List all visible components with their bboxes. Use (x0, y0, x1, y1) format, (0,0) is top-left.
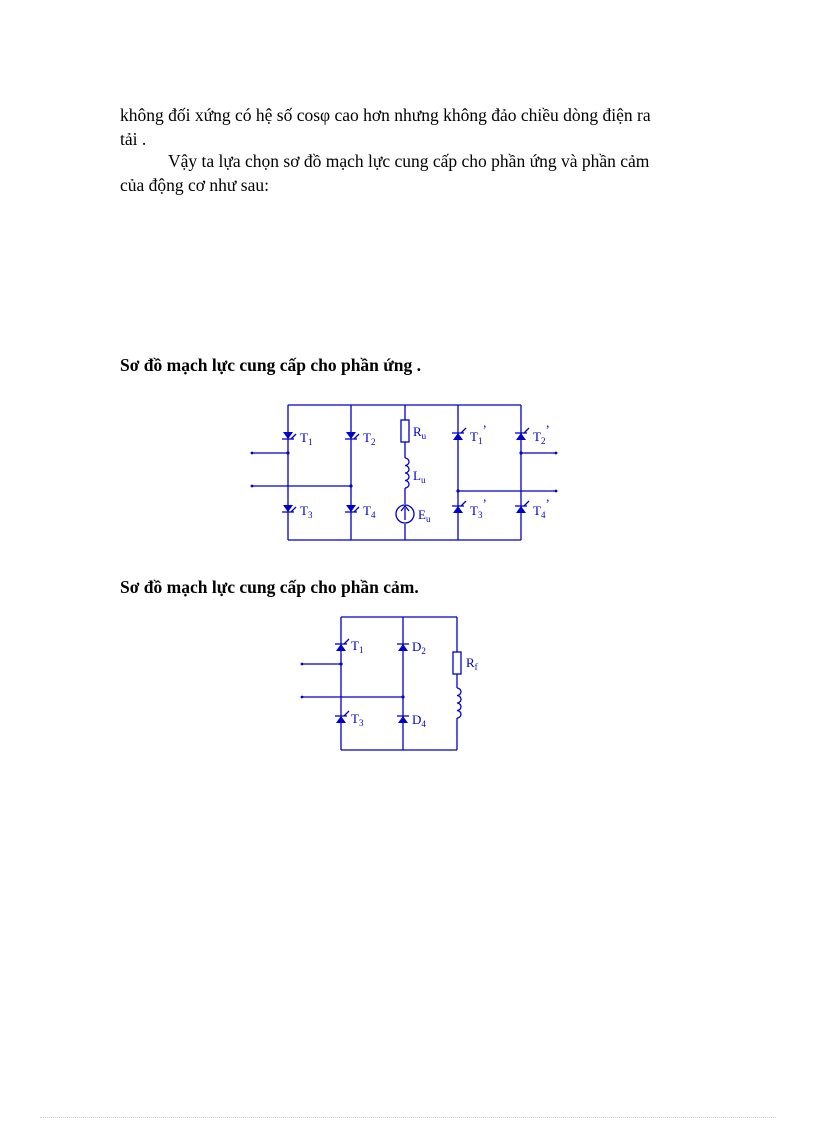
label-t1-prime: $T_1$’ (470, 422, 487, 446)
label-t3: $T_3$ (351, 711, 364, 728)
paragraph-choice (120, 149, 720, 197)
label-t4: $T_4$ (363, 503, 376, 520)
label-rf: $R_f$ (466, 655, 478, 672)
thyristor-t3 (282, 505, 296, 512)
label-t2: $T_2$ (363, 430, 376, 447)
thyristor-t3-prime (452, 501, 466, 513)
thyristor-t1 (282, 432, 296, 439)
label-t3-prime: $T_3$’ (470, 496, 487, 520)
label-t4-prime: $T_4$’ (533, 496, 550, 520)
resistor-rf (453, 652, 461, 674)
armature-circuit-diagram (250, 400, 570, 550)
field-winding-inductor (457, 688, 461, 718)
armature-circuit-heading: Sơ đồ mạch lực cung cấp cho phần ứng . (120, 355, 422, 375)
thyristor-t2-prime (515, 428, 529, 440)
diode-d2 (397, 644, 409, 651)
choice-line-1: Vậy ta lựa chọn sơ đồ mạch lực cung cấp cho phần ứng và phần cảm (168, 151, 650, 171)
intro-line-2: tải . (120, 129, 147, 149)
diode-d4 (397, 716, 409, 723)
intro-line-1: không đối xứng có hệ số cosφ cao hơn nhưng không đảo chiều dòng điện ra (120, 105, 651, 125)
label-d4: $D_4$ (412, 712, 426, 729)
field-circuit-heading: Sơ đồ mạch lực cung cấp cho phần cảm. (120, 577, 419, 597)
paragraph-intro (120, 103, 720, 151)
thyristor-t2 (345, 432, 359, 439)
field-circuit-diagram (300, 612, 490, 757)
label-ru: $R_u$ (413, 424, 427, 441)
thyristor-t1-prime (452, 428, 466, 440)
label-lu: $L_u$ (413, 468, 426, 485)
inductor-lu (405, 458, 409, 488)
thyristor-t4 (345, 505, 359, 512)
label-d2: $D_2$ (412, 639, 426, 656)
thyristor-t3 (335, 711, 349, 723)
label-t1: $T_1$ (351, 638, 364, 655)
label-t1: $T_1$ (300, 430, 313, 447)
source-eu (396, 505, 414, 523)
choice-line-2: của động cơ như sau: (120, 175, 269, 195)
thyristor-t4-prime (515, 501, 529, 513)
label-t3: $T_3$ (300, 503, 313, 520)
page-bottom-border (40, 1117, 776, 1118)
label-t2-prime: $T_2$’ (533, 422, 550, 446)
thyristor-t1 (335, 639, 349, 651)
resistor-ru (401, 420, 409, 442)
label-eu: $E_u$ (418, 507, 431, 524)
